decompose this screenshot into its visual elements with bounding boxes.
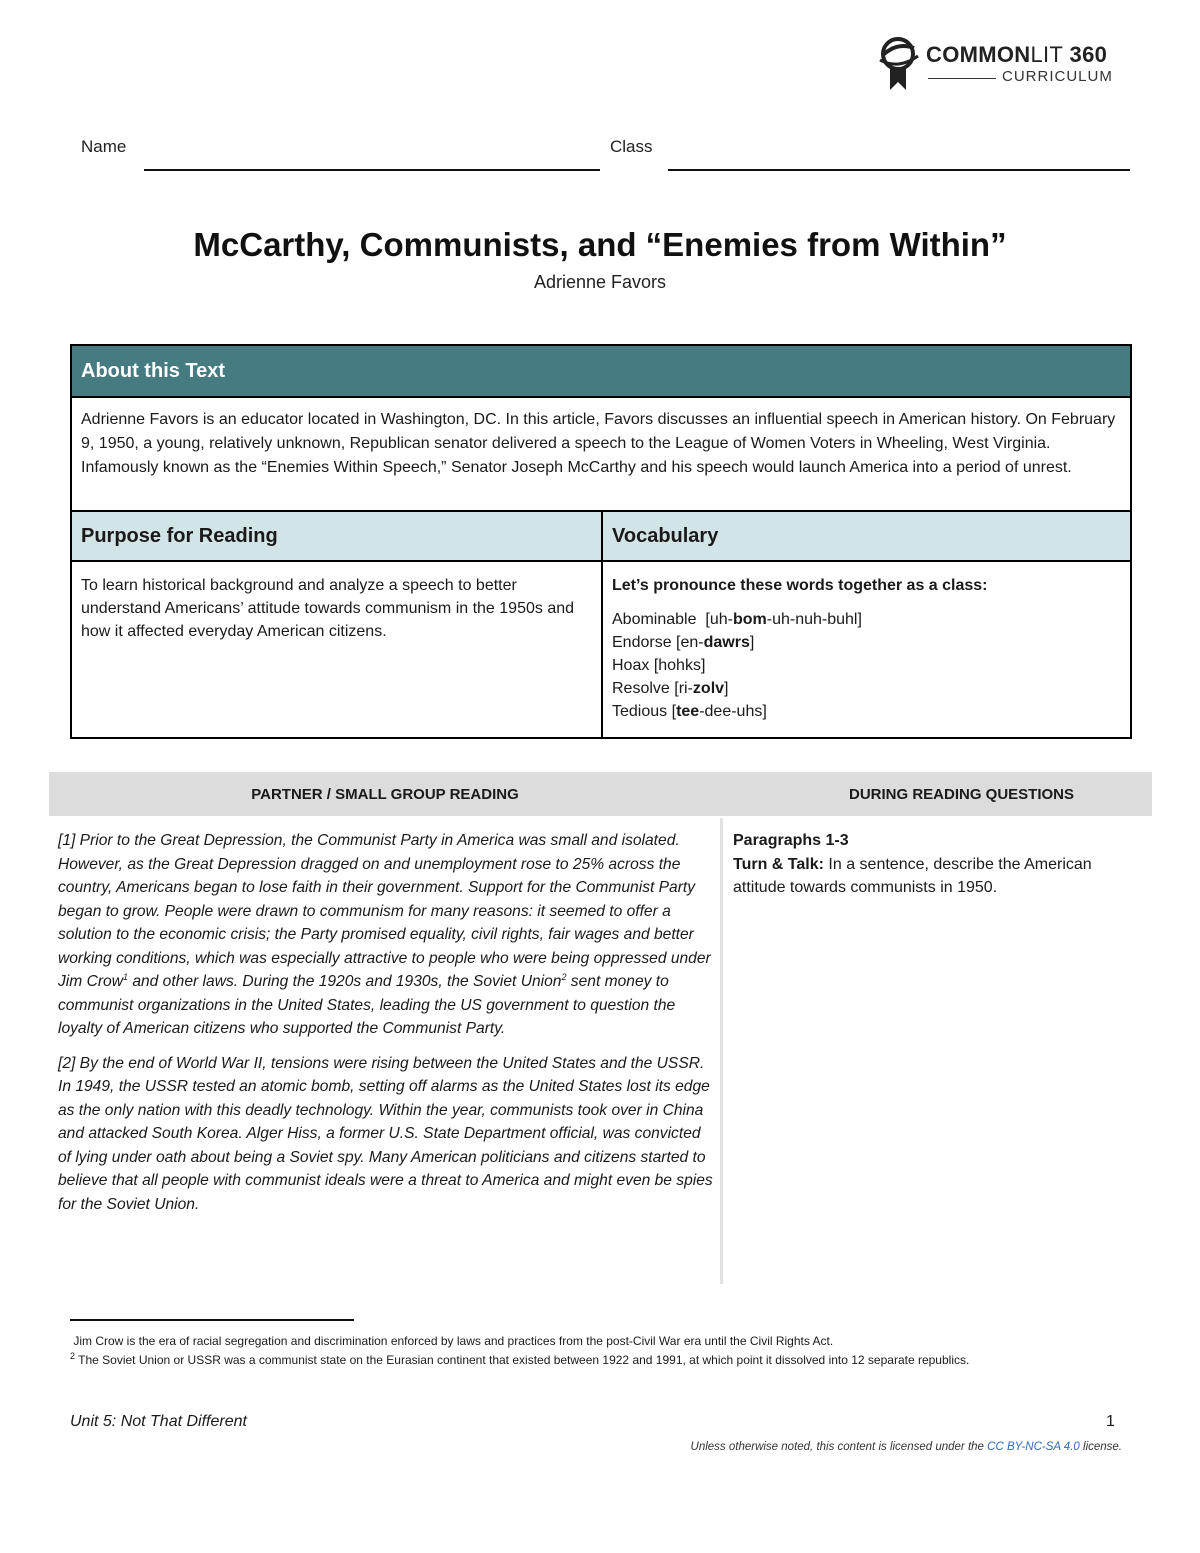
question-turn-and-talk: Turn & Talk: In a sentence, describe the American attitude towards communists in 1950. <box>733 855 1092 896</box>
vocab-item: Hoax [hohks] <box>612 657 706 674</box>
reading-passage <box>58 829 714 1227</box>
logo-wordmark: COMMONLIT 360 <box>926 42 1108 67</box>
license-notice: Unless otherwise noted, this content is licensed under the CC BY-NC-SA 4.0 license. <box>690 1441 1122 1453</box>
footnote-ref-1[interactable]: 1 <box>122 971 128 982</box>
footer-unit: Unit 5: Not That Different <box>70 1413 247 1430</box>
question-paragraph-range: Paragraphs 1-3 <box>733 832 849 849</box>
commonlit-logo <box>876 34 1136 94</box>
vocab-item: Tedious [tee-dee-uhs] <box>612 703 767 720</box>
name-label: Name <box>81 137 127 156</box>
class-field[interactable] <box>668 169 1130 171</box>
footnote-divider <box>70 1319 354 1321</box>
footnote-1: Jim Crow is the era of racial segregation and discrimination enforced by laws and practices from the post-Civil War era until the Civil Rights Act. <box>73 1334 834 1348</box>
logo-rule <box>928 78 996 79</box>
vocab-item: Endorse [en-dawrs] <box>612 634 755 651</box>
paragraph-1: [1] Prior to the Great Depression, the Communist Party in America was small and isolated. However, as the Great Depression dragged on and unemployment rose to 25% across the country, Americans began to lose faith in their government. Support for the Communist Party began to grow. People were drawn to communism for many reasons: it seemed to offer a solution to the economic crisis; the Party promised equality, civil rights, fair wages and better working conditions, which was especially attractive to people who were being oppressed under Jim Crow$^1$ and other laws. During the 1920s and 1930s, the Soviet Union$^2$ sent money to communist organizations in the United States, leading the US government to question the loyalty of American citizens who supported the Communist Party. <box>58 832 711 1037</box>
paragraph-2: [2] By the end of World War II, tensions were rising between the United States and the USSR. In 1949, the USSR tested an atomic bomb, setting off alarms as the United States lost its edge as the only nation with this deadly technology. Within the year, communists took over in China and attacked South Korea. Alger Hiss, a former U.S. State Department official, was convicted of lying under oath about being a Soviet spy. Many American politicians and citizens started to believe that all people with communist ideals were a threat to America and might even be spies for the Soviet Union. <box>58 1054 713 1213</box>
page-title: McCarthy, Communists, and “Enemies from Within” <box>193 226 1007 263</box>
about-heading: About this Text <box>72 346 1130 398</box>
during-reading-questions <box>733 829 1133 900</box>
vocab-item: Resolve [ri-zolv] <box>612 680 729 697</box>
column-divider <box>720 818 723 1284</box>
reading-section-header <box>49 772 1152 816</box>
footnotes <box>70 1332 1130 1370</box>
reading-column-heading: PARTNER / SMALL GROUP READING <box>251 786 519 803</box>
purpose-heading: Purpose for Reading <box>72 512 601 562</box>
page-number: 1 <box>1106 1413 1115 1430</box>
questions-column-heading: DURING READING QUESTIONS <box>848 786 1074 803</box>
footnote-2: $^2$ The Soviet Union or USSR was a communist state on the Eurasian continent that existed between 1922 and 1991, at which point it dissolved into 12 separate republics. <box>70 1351 970 1367</box>
about-body: Adrienne Favors is an educator located in Washington, DC. In this article, Favors discusses an influential speech in American history. On February 9, 1950, a young, relatively unknown, Republican senator delivered a speech to the League of Women Voters in Wheeling, West Virginia. Infamously known as the “Enemies Within Speech,” Senator Joseph McCarthy and his speech would launch America into a period of unrest. <box>72 398 1130 512</box>
text-info-table <box>70 344 1132 739</box>
logo-subtitle: CURRICULUM <box>1002 68 1113 85</box>
footnote-ref-2[interactable]: 2 <box>561 971 567 982</box>
name-field[interactable] <box>144 169 600 171</box>
class-label: Class <box>610 137 653 156</box>
author-name: Adrienne Favors <box>533 272 667 292</box>
commonlit-badge-icon <box>876 34 924 92</box>
purpose-body: To learn historical background and analyze a speech to better understand Americans’ attitude towards communism in the 1950s and how it affected everyday American citizens. <box>72 562 603 737</box>
license-link[interactable]: CC BY-NC-SA 4.0 <box>987 1441 1080 1453</box>
vocabulary-intro: Let’s pronounce these words together as a class: <box>612 577 988 594</box>
vocab-item: Abominable [uh-bom-uh-nuh-buhl] <box>612 611 862 628</box>
vocabulary-heading: Vocabulary <box>603 512 1130 562</box>
vocabulary-body <box>603 562 1130 737</box>
